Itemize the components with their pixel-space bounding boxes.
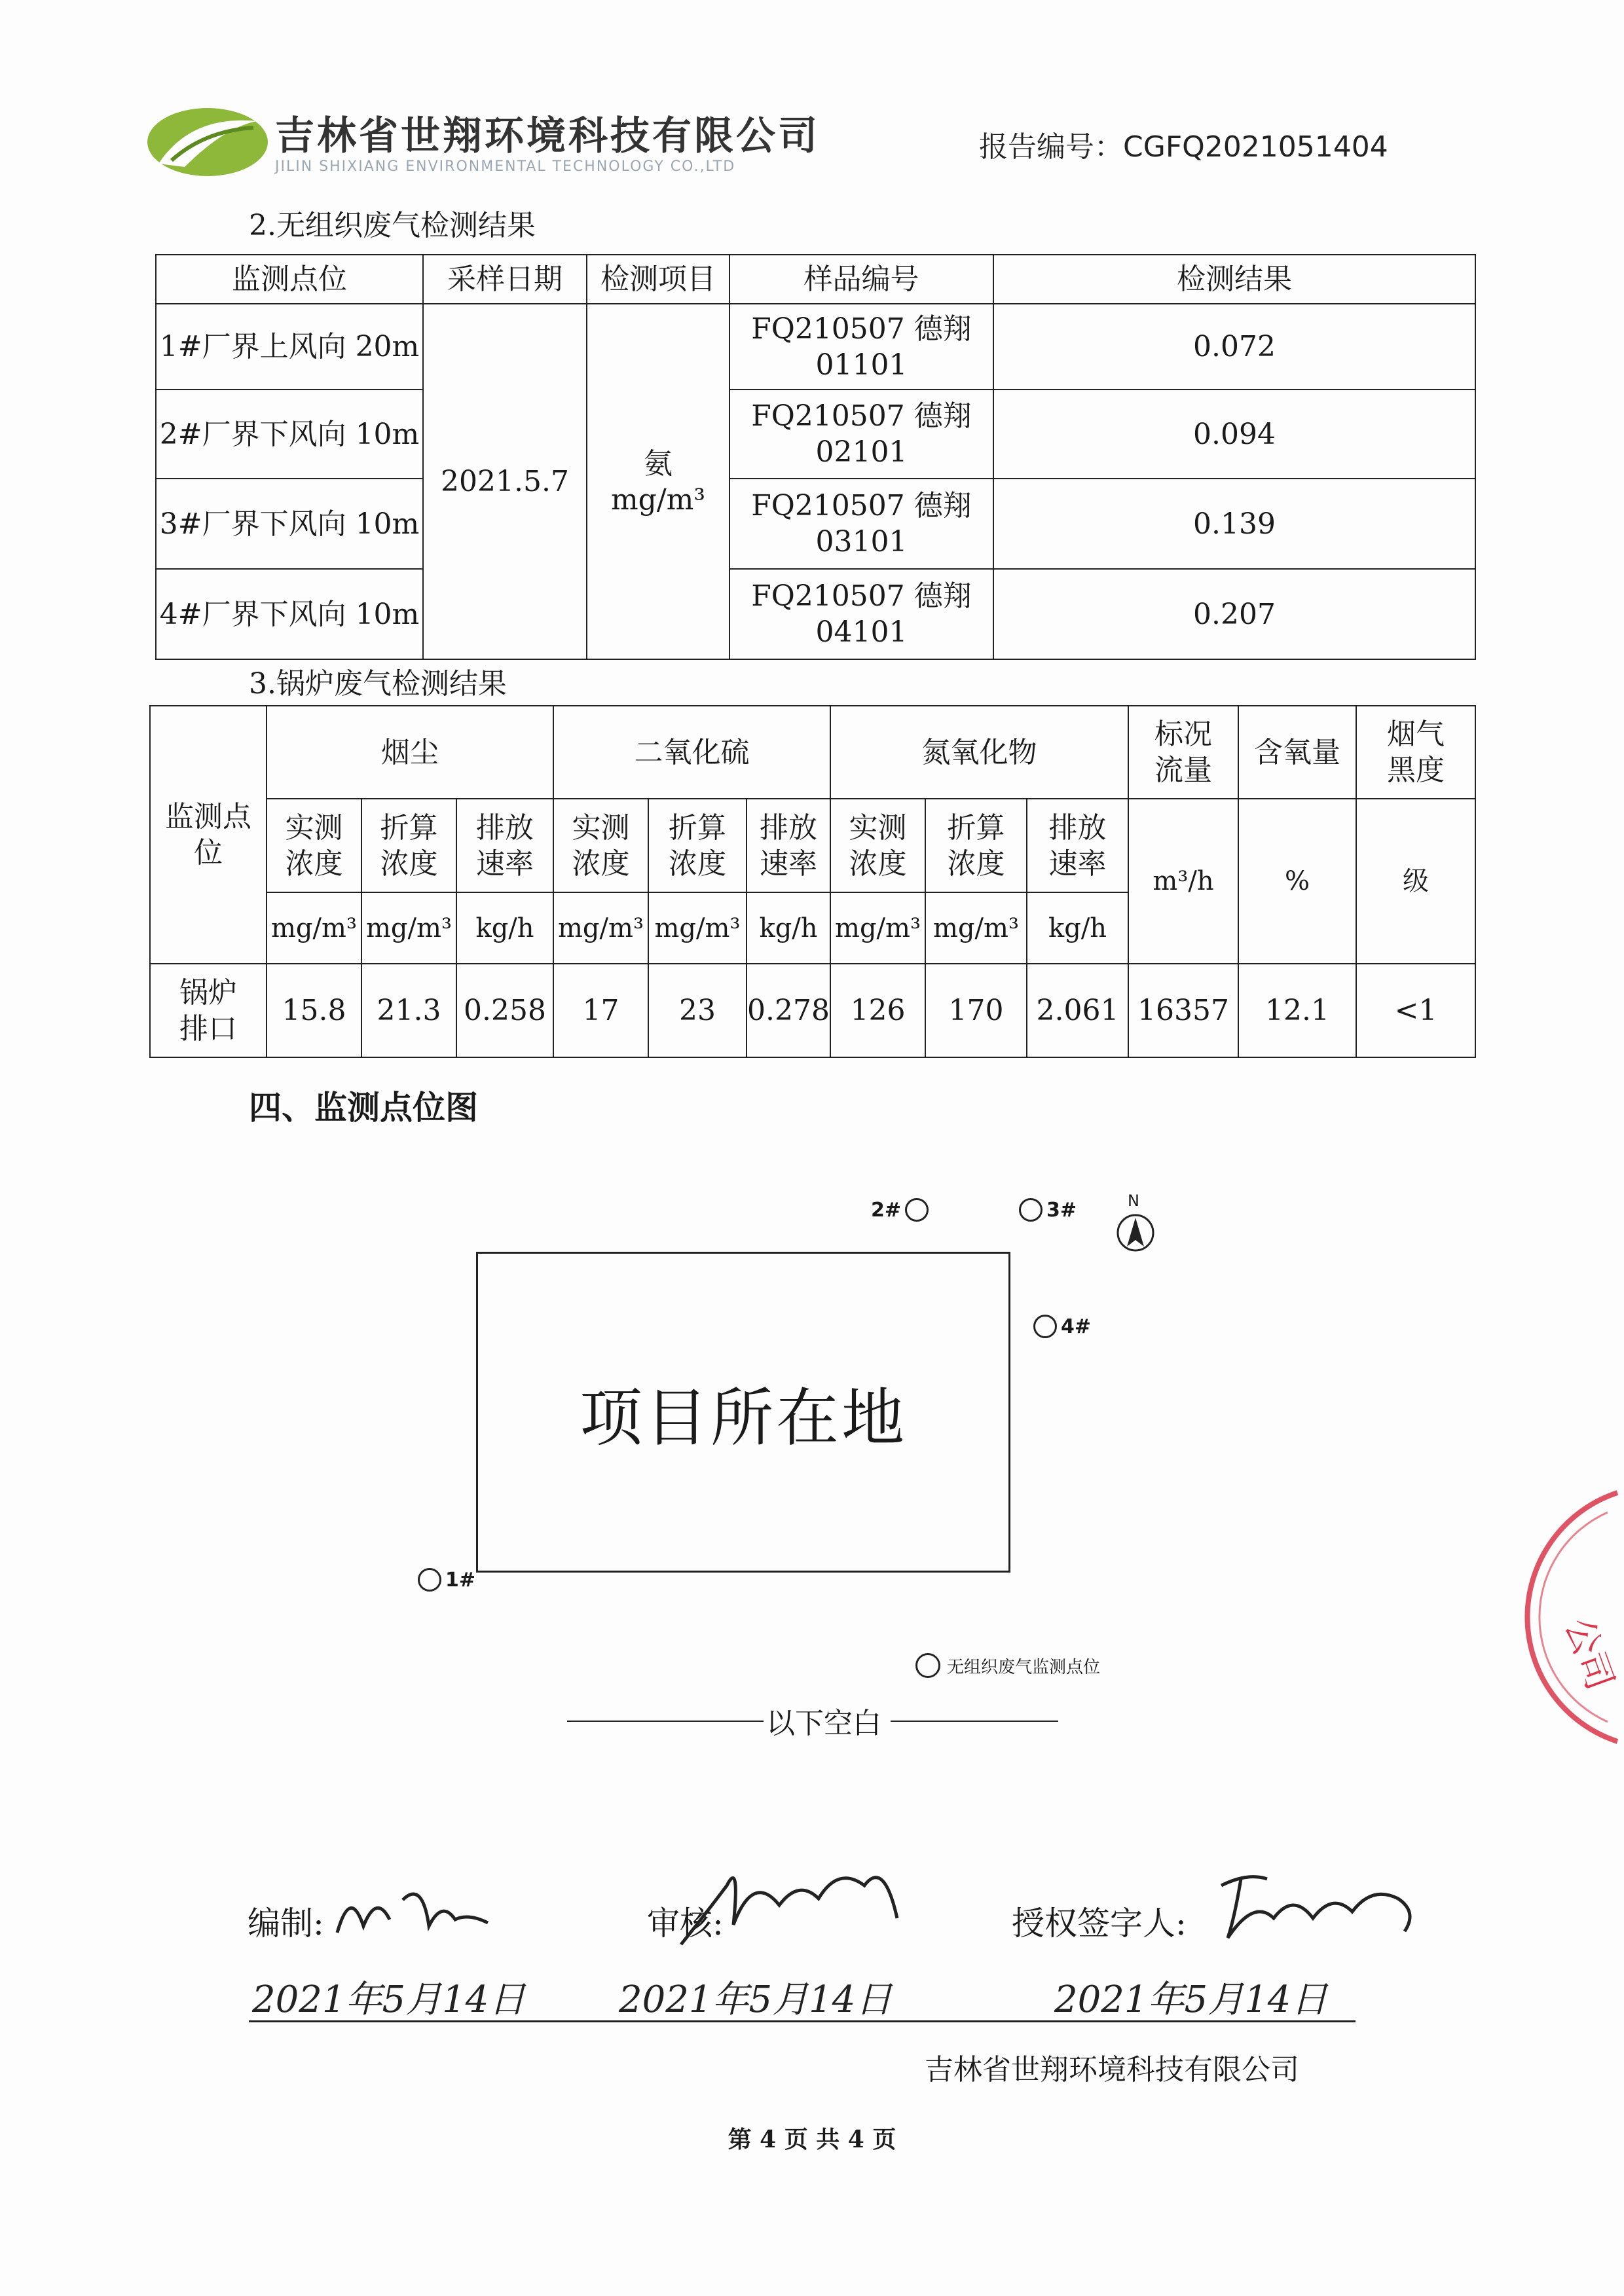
value-4: 17 xyxy=(553,964,648,1057)
unit-6: kg/h xyxy=(747,892,830,964)
header-oxygen: 含氧量 xyxy=(1238,706,1356,799)
sub-6-l2: 速率 xyxy=(760,847,817,881)
sub-5-l2: 浓度 xyxy=(669,847,726,881)
page-number: 第 4 页 共 4 页 xyxy=(728,2126,896,2153)
sub-7-l1: 实测 xyxy=(849,811,907,845)
point-3-label: 3# xyxy=(1046,1198,1077,1222)
header-result: 检测结果 xyxy=(993,255,1475,304)
value-oxygen: 12.1 xyxy=(1238,964,1356,1057)
unit-3: kg/h xyxy=(456,892,553,964)
sub-8-l2: 浓度 xyxy=(947,847,1005,881)
section-4-title: 四、监测点位图 xyxy=(249,1089,478,1127)
project-site-label: 项目所在地 xyxy=(580,1381,907,1455)
unit-9: kg/h xyxy=(1027,892,1128,964)
sample-1-line1: FQ210507 德翔 xyxy=(751,312,972,346)
sub-7-l2: 浓度 xyxy=(849,847,907,881)
sub-1-l2: 浓度 xyxy=(285,847,343,881)
value-smoke: <1 xyxy=(1356,964,1475,1057)
compile-signature xyxy=(331,1874,501,1948)
row-label-line1: 锅炉 xyxy=(179,975,237,1010)
point-2-label: 2# xyxy=(871,1198,902,1222)
legend-label: 无组织废气监测点位 xyxy=(947,1657,1101,1677)
auth-signature xyxy=(1208,1859,1424,1947)
result-2: 0.094 xyxy=(993,390,1475,479)
sample-2 xyxy=(729,390,993,479)
group-dust: 烟尘 xyxy=(267,706,553,799)
sample-2-line1: FQ210507 德翔 xyxy=(751,399,972,433)
sub-2-l2: 浓度 xyxy=(380,847,438,881)
company-name-en: JILIN SHIXIANG ENVIRONMENTAL TECHNOLOGY CO.,LTD xyxy=(275,158,736,175)
sub-3-l2: 速率 xyxy=(476,847,534,881)
review-signature xyxy=(668,1846,917,1954)
unit-smoke: 级 xyxy=(1356,799,1475,964)
company-name: 吉林省世翔环境科技有限公司 xyxy=(275,113,820,159)
sample-3 xyxy=(729,479,993,569)
boiler-gas-table xyxy=(149,705,1476,1058)
result-1: 0.072 xyxy=(993,304,1475,390)
header-point-line2: 位 xyxy=(194,836,223,869)
header-date: 采样日期 xyxy=(423,255,587,304)
blank-note: 以下空白 xyxy=(766,1707,881,1740)
sub-header-9 xyxy=(1027,799,1128,892)
sub-8-l1: 折算 xyxy=(947,811,1005,845)
sub-9-l2: 速率 xyxy=(1048,847,1107,881)
report-number: 报告编号：CGFQ2021051404 xyxy=(979,130,1388,164)
sub-4-l1: 实测 xyxy=(572,811,630,845)
unit-4: mg/m³ xyxy=(553,892,648,964)
unit-8: mg/m³ xyxy=(925,892,1027,964)
circle-icon xyxy=(1019,1198,1043,1222)
header-flow-line1: 标况 xyxy=(1154,718,1213,751)
header-item: 检测项目 xyxy=(587,255,729,304)
point-1-marker xyxy=(418,1568,475,1592)
sub-1-l1: 实测 xyxy=(285,811,343,845)
unit-1: mg/m³ xyxy=(267,892,361,964)
review-label: 审核: xyxy=(647,1904,724,1942)
fugitive-gas-table xyxy=(155,254,1476,660)
point-3: 3#厂界下风向 10m xyxy=(156,479,423,569)
sub-9-l1: 排放 xyxy=(1048,811,1107,845)
legend xyxy=(915,1653,1100,1678)
sub-header-1 xyxy=(267,799,361,892)
circle-icon xyxy=(418,1568,441,1592)
row-boiler-outlet xyxy=(150,964,267,1057)
point-4-marker xyxy=(1033,1315,1091,1338)
compile-date: 2021年5月14日 xyxy=(252,1978,526,2021)
value-1: 15.8 xyxy=(267,964,361,1057)
sub-6-l1: 排放 xyxy=(760,811,817,845)
north-arrow-icon xyxy=(1115,1212,1156,1256)
header-smoke-line2: 黑度 xyxy=(1387,754,1445,787)
sub-header-6 xyxy=(747,799,830,892)
point-2: 2#厂界下风向 10m xyxy=(156,390,423,479)
result-4: 0.207 xyxy=(993,569,1475,659)
sampling-date: 2021.5.7 xyxy=(423,304,587,659)
unit-7: mg/m³ xyxy=(830,892,925,964)
sub-4-l2: 浓度 xyxy=(572,847,630,881)
value-2: 21.3 xyxy=(361,964,456,1057)
value-3: 0.258 xyxy=(456,964,553,1057)
sample-1 xyxy=(729,304,993,390)
point-2-marker xyxy=(871,1198,929,1222)
sub-2-l1: 折算 xyxy=(380,811,438,845)
header-flow-line2: 流量 xyxy=(1154,754,1213,787)
test-item xyxy=(587,304,729,659)
auth-label: 授权签字人: xyxy=(1012,1904,1187,1942)
section-2-title: 2.无组织废气检测结果 xyxy=(249,209,536,242)
sub-header-7 xyxy=(830,799,925,892)
header-smoke xyxy=(1356,706,1475,799)
point-4-label: 4# xyxy=(1061,1315,1092,1338)
north-label: N xyxy=(1128,1192,1139,1210)
sample-3-line1: FQ210507 德翔 xyxy=(751,489,972,522)
company-footer: 吉林省世翔环境科技有限公司 xyxy=(925,2053,1299,2086)
value-7: 126 xyxy=(830,964,925,1057)
unit-flow: m³/h xyxy=(1128,799,1238,964)
unit-5: mg/m³ xyxy=(648,892,747,964)
unit-2: mg/m³ xyxy=(361,892,456,964)
stamp-text: 公司 xyxy=(1556,1612,1622,1696)
sub-5-l1: 折算 xyxy=(669,811,726,845)
value-9: 2.061 xyxy=(1027,964,1128,1057)
sub-header-2 xyxy=(361,799,456,892)
circle-icon xyxy=(1033,1315,1057,1338)
header-point-location xyxy=(150,706,267,964)
header-smoke-line1: 烟气 xyxy=(1387,718,1445,751)
review-date: 2021年5月14日 xyxy=(619,1978,893,2021)
blank-line-right xyxy=(891,1721,1058,1722)
group-so2: 二氧化硫 xyxy=(553,706,830,799)
sub-header-4 xyxy=(553,799,648,892)
point-3-marker xyxy=(1019,1198,1077,1222)
point-1: 1#厂界上风向 20m xyxy=(156,304,423,390)
point-1-label: 1# xyxy=(445,1568,476,1592)
sample-3-line2: 03101 xyxy=(815,525,908,558)
header-point: 监测点位 xyxy=(156,255,423,304)
signature-underline xyxy=(249,2020,1356,2022)
value-6: 0.278 xyxy=(747,964,830,1057)
unit-oxygen: % xyxy=(1238,799,1356,964)
row-label-line2: 排口 xyxy=(179,1011,237,1046)
value-8: 170 xyxy=(925,964,1027,1057)
sample-4 xyxy=(729,569,993,659)
group-nox: 氮氧化物 xyxy=(830,706,1128,799)
sample-2-line2: 02101 xyxy=(815,435,908,469)
sample-4-line2: 04101 xyxy=(815,615,908,649)
value-flow: 16357 xyxy=(1128,964,1238,1057)
sample-4-line1: FQ210507 德翔 xyxy=(751,579,972,613)
circle-icon xyxy=(915,1653,940,1678)
header-flow xyxy=(1128,706,1238,799)
company-stamp xyxy=(1467,1486,1624,1751)
item-unit: mg/m³ xyxy=(610,483,706,517)
compile-label: 编制: xyxy=(248,1904,324,1942)
result-3: 0.139 xyxy=(993,479,1475,569)
header-sample: 样品编号 xyxy=(729,255,993,304)
sub-header-5 xyxy=(648,799,747,892)
point-4: 4#厂界下风向 10m xyxy=(156,569,423,659)
header-point-line1: 监测点 xyxy=(165,800,251,833)
section-3-title: 3.锅炉废气检测结果 xyxy=(249,667,507,701)
circle-icon xyxy=(905,1198,929,1222)
sub-header-3 xyxy=(456,799,553,892)
blank-line-left xyxy=(567,1721,764,1722)
sub-header-8 xyxy=(925,799,1027,892)
company-logo xyxy=(145,101,270,180)
auth-date: 2021年5月14日 xyxy=(1054,1978,1328,2021)
item-name: 氨 xyxy=(644,446,673,481)
sub-3-l1: 排放 xyxy=(476,811,534,845)
value-5: 23 xyxy=(648,964,747,1057)
sample-1-line2: 01101 xyxy=(815,348,908,382)
